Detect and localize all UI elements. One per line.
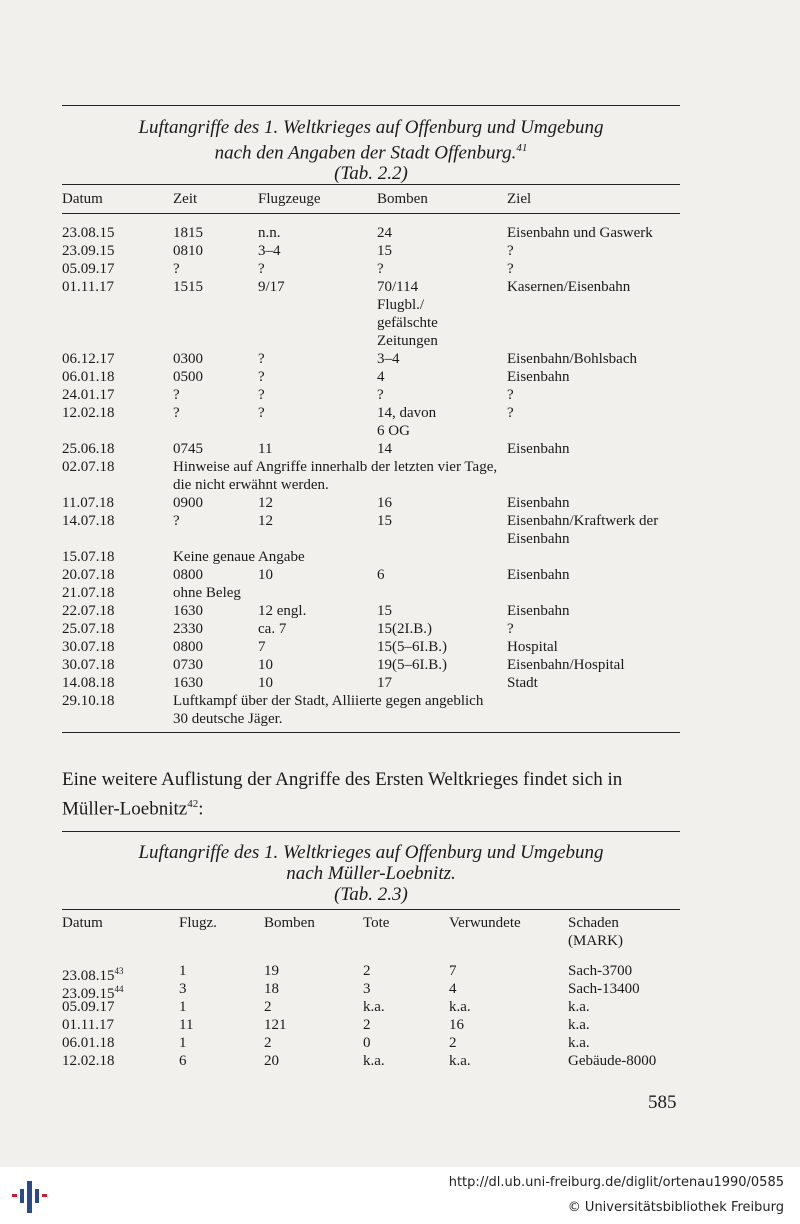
- table2-header-rule-top: [62, 909, 680, 910]
- table-cell: Hospital: [507, 639, 558, 655]
- table-cell: n.n.: [258, 225, 281, 241]
- footnote-ref: 42: [187, 798, 199, 810]
- table-cell-text: 3: [363, 981, 371, 997]
- table2-header-cell: Verwundete: [449, 915, 521, 931]
- table-cell: 1630: [173, 603, 203, 619]
- table-cell-text: 4: [449, 981, 457, 997]
- table-cell: ohne Beleg: [173, 585, 241, 601]
- table-cell: 0800: [173, 639, 203, 655]
- table-cell: 24: [377, 225, 392, 241]
- table-cell: Keine genaue Angabe: [173, 549, 305, 565]
- table-row: [62, 314, 680, 332]
- table-cell: 70/114: [377, 279, 419, 295]
- table-cell: 24.01.17: [62, 387, 115, 403]
- table-row: [62, 368, 680, 386]
- table2-header-unit: (MARK): [568, 933, 623, 949]
- table-cell: 06.12.17: [62, 351, 115, 367]
- table-cell: Stadt: [507, 675, 538, 691]
- table-cell: 17: [377, 675, 392, 691]
- table-cell: 12: [258, 495, 273, 511]
- table2-spacer: [62, 950, 680, 962]
- table-cell: [568, 1052, 656, 1070]
- table-cell-text: 7: [449, 963, 457, 979]
- table-cell: 12.02.18: [62, 405, 115, 421]
- table-cell: 12: [258, 513, 273, 529]
- table1-caption: [62, 117, 680, 184]
- table1-header-cell: Ziel: [507, 191, 532, 207]
- table-cell: ?: [377, 261, 384, 277]
- table1-header-cell: Zeit: [173, 191, 198, 207]
- table-cell: [449, 1052, 471, 1070]
- table-cell: ?: [507, 261, 514, 277]
- table-row: [62, 602, 680, 620]
- table-cell: 4: [377, 369, 385, 385]
- ub-freiburg-logo-icon: [10, 1175, 50, 1215]
- table-cell-text: Gebäude-8000: [568, 1053, 657, 1069]
- table-cell: 16: [377, 495, 392, 511]
- table-cell-text: Sach-13400: [568, 981, 640, 997]
- table-cell: 0810: [173, 243, 203, 259]
- table-cell: 15.07.18: [62, 549, 115, 565]
- table-cell: 14, davon: [377, 405, 437, 421]
- table-cell: [363, 1016, 371, 1034]
- table-cell: 25.06.18: [62, 441, 115, 457]
- table-row: [62, 224, 680, 242]
- table-cell: ca. 7: [258, 621, 287, 637]
- table-row: [62, 440, 680, 458]
- table-cell: [568, 980, 640, 998]
- table-cell: 0900: [173, 495, 203, 511]
- table-cell: [264, 1034, 272, 1052]
- table2-caption-line3: (Tab. 2.3): [334, 884, 408, 905]
- table-cell-text: Sach-3700: [568, 963, 633, 979]
- table-cell: 14.07.18: [62, 513, 115, 529]
- table-cell: [363, 962, 371, 980]
- table-cell: 12 engl.: [258, 603, 307, 619]
- table-row: [62, 998, 680, 1016]
- table-row: [62, 494, 680, 512]
- page-number: 585: [648, 1092, 677, 1113]
- table-cell: 29.10.18: [62, 693, 115, 709]
- table-cell-text: 2: [264, 999, 272, 1015]
- table-cell: [62, 1052, 115, 1070]
- table-cell: 23.08.15: [62, 225, 115, 241]
- table-row: [62, 1034, 680, 1052]
- table-row: [62, 512, 680, 530]
- table-cell: Eisenbahn: [507, 531, 570, 547]
- table1-caption-line1: Luftangriffe des 1. Weltkrieges auf Offenburg und Umgebung: [138, 117, 604, 138]
- table-row: [62, 692, 680, 710]
- table-cell-text: k.a.: [363, 999, 385, 1015]
- table-cell: 02.07.18: [62, 459, 115, 475]
- table-cell: [264, 962, 279, 980]
- table-cell: 11: [258, 441, 273, 457]
- table-cell: [62, 998, 115, 1016]
- table-row: [62, 620, 680, 638]
- table-row: [62, 296, 680, 314]
- table-cell: Luftkampf über der Stadt, Alliierte gegen angeblich: [173, 693, 484, 709]
- table2-header-cell: Datum: [62, 915, 103, 931]
- table-row: [62, 332, 680, 350]
- table-cell: Eisenbahn/Bohlsbach: [507, 351, 637, 367]
- table-cell: 20.07.18: [62, 567, 115, 583]
- table-cell: 0800: [173, 567, 203, 583]
- table-row: [62, 1016, 680, 1034]
- table-cell: 30.07.18: [62, 657, 115, 673]
- table2-header-row: [62, 912, 680, 950]
- table-cell: [179, 998, 187, 1016]
- table-cell: [179, 1034, 187, 1052]
- table-cell: [449, 998, 471, 1016]
- top-rule: [62, 105, 680, 106]
- table-cell: [568, 1034, 590, 1052]
- table-cell: Eisenbahn: [507, 495, 570, 511]
- copyright-notice: © Universitätsbibliothek Freiburg: [567, 1200, 784, 1215]
- table-cell: [179, 980, 187, 998]
- table2: [62, 912, 680, 1070]
- table-cell: 15: [377, 603, 392, 619]
- table-cell-text: 23.09.15: [62, 986, 115, 1002]
- table-cell: [62, 1034, 115, 1052]
- table-cell: ?: [507, 405, 514, 421]
- source-url[interactable]: http://dl.ub.uni-freiburg.de/diglit/ortenau1990/0585: [448, 1175, 784, 1190]
- table-cell: 1515: [173, 279, 203, 295]
- table-cell-text: 1: [179, 1035, 187, 1051]
- table-row: [62, 422, 680, 440]
- table-cell: [363, 1034, 371, 1052]
- table-cell: 0745: [173, 441, 203, 457]
- table-cell: [62, 1016, 114, 1034]
- table-cell: Eisenbahn: [507, 441, 570, 457]
- table-row: [62, 710, 680, 728]
- table1-header-row: [62, 188, 680, 210]
- table-cell: [363, 980, 371, 998]
- table1-header-rule: [62, 213, 680, 214]
- table-row: [62, 674, 680, 692]
- table1-header-rule-top: [62, 184, 680, 185]
- table-cell: [568, 998, 590, 1016]
- table-cell-text: 06.01.18: [62, 1035, 115, 1051]
- table-cell: 30 deutsche Jäger.: [173, 711, 283, 727]
- table-cell: Flugbl./: [377, 297, 425, 313]
- table-cell: ?: [507, 243, 514, 259]
- table-cell: [449, 980, 457, 998]
- table-cell: 2330: [173, 621, 203, 637]
- table-row: [62, 350, 680, 368]
- table-cell: ?: [258, 387, 265, 403]
- table-cell-text: k.a.: [568, 1035, 590, 1051]
- table-row: [62, 530, 680, 548]
- table-row: [62, 1052, 680, 1070]
- table-cell: Eisenbahn: [507, 603, 570, 619]
- table-cell: [264, 1016, 287, 1034]
- table-cell: 6: [377, 567, 385, 583]
- table1-header-cell: Flugzeuge: [258, 191, 321, 207]
- table-cell: 19(5–6I.B.): [377, 657, 447, 673]
- table-cell: 1630: [173, 675, 203, 691]
- table-cell: 21.07.18: [62, 585, 115, 601]
- table1-bottom-rule: [62, 732, 680, 733]
- table-cell: Kasernen/Eisenbahn: [507, 279, 631, 295]
- table-cell-text: 19: [264, 963, 279, 979]
- table-cell: 11.07.18: [62, 495, 114, 511]
- table-cell: [179, 1052, 187, 1070]
- table-cell-text: 18: [264, 981, 279, 997]
- table-cell-text: k.a.: [363, 1053, 385, 1069]
- table-cell-text: 0: [363, 1035, 371, 1051]
- table-cell: 10: [258, 675, 273, 691]
- table-cell-text: 12.02.18: [62, 1053, 115, 1069]
- table-cell-text: 16: [449, 1017, 464, 1033]
- table-cell: 10: [258, 567, 273, 583]
- table-cell: Eisenbahn/Kraftwerk der: [507, 513, 659, 529]
- table-cell: 9/17: [258, 279, 285, 295]
- table-cell-text: 11: [179, 1017, 194, 1033]
- table-cell-text: 01.11.17: [62, 1017, 114, 1033]
- table-row: [62, 656, 680, 674]
- table-cell-text: 6: [179, 1053, 187, 1069]
- table-row: [62, 980, 680, 1002]
- table-cell: 0300: [173, 351, 203, 367]
- table-cell: ?: [173, 405, 180, 421]
- table-cell: ?: [173, 261, 180, 277]
- table2-caption: [62, 842, 680, 905]
- table-cell: 25.07.18: [62, 621, 115, 637]
- table-cell: ?: [173, 387, 180, 403]
- table-cell: 15(2I.B.): [377, 621, 432, 637]
- table-row: [62, 584, 680, 602]
- paragraph-line2: Müller-Loebnitz$^{42}$:: [62, 798, 204, 820]
- table-cell: Eisenbahn und Gaswerk: [507, 225, 653, 241]
- table-cell-text: 1: [179, 999, 187, 1015]
- table-cell: [264, 1052, 279, 1070]
- table-cell: Zeitungen: [377, 333, 438, 349]
- footer-bar: [0, 1167, 800, 1224]
- table-cell-text: k.a.: [568, 999, 590, 1015]
- table-cell-text: k.a.: [449, 1053, 471, 1069]
- table-cell-text: 2: [363, 963, 371, 979]
- table-cell-text: 1: [179, 963, 187, 979]
- table-cell: 10: [258, 657, 273, 673]
- table-cell: ?: [258, 405, 265, 421]
- table-cell: ?: [258, 351, 265, 367]
- table-row: [62, 962, 680, 984]
- table-cell: Eisenbahn: [507, 369, 570, 385]
- table-cell-text: 2: [449, 1035, 457, 1051]
- table-cell: Eisenbahn/Hospital: [507, 657, 625, 673]
- table-cell: 14.08.18: [62, 675, 115, 691]
- footnote-ref: 44: [114, 984, 124, 994]
- table-cell: 0730: [173, 657, 203, 673]
- table-cell: ?: [258, 261, 265, 277]
- table-cell-text: 2: [363, 1017, 371, 1033]
- table-row: [62, 260, 680, 278]
- table-cell: 6 OG: [377, 423, 410, 439]
- table-cell: [264, 998, 272, 1016]
- table-cell: [363, 998, 385, 1016]
- table1-header-cell: Bomben: [377, 191, 428, 207]
- table2-header-cell: Bomben: [264, 915, 315, 931]
- table-cell-text: 121: [264, 1017, 287, 1033]
- table-cell: [449, 962, 457, 980]
- table-row: [62, 476, 680, 494]
- table-cell: 06.01.18: [62, 369, 115, 385]
- table-cell: ?: [258, 369, 265, 385]
- table-cell: Hinweise auf Angriffe innerhalb der letzten vier Tage,: [173, 459, 498, 475]
- table-cell: [363, 1052, 385, 1070]
- table1-header-cell: Datum: [62, 191, 103, 207]
- table-cell: 0500: [173, 369, 203, 385]
- table-cell: 05.09.17: [62, 261, 115, 277]
- table2-caption-line1: Luftangriffe des 1. Weltkrieges auf Offenburg und Umgebung: [138, 842, 604, 863]
- table1: [62, 188, 680, 728]
- table-cell-text: 2: [264, 1035, 272, 1051]
- table-cell: 3–4: [377, 351, 400, 367]
- table-cell: 15(5–6I.B.): [377, 639, 447, 655]
- table-row: [62, 278, 680, 296]
- table-cell: 7: [258, 639, 266, 655]
- table-cell-text: k.a.: [449, 999, 471, 1015]
- table-cell: [179, 1016, 193, 1034]
- table-row: [62, 404, 680, 422]
- table-cell: ?: [507, 387, 514, 403]
- table-cell: [264, 980, 279, 998]
- table-cell-text: 05.09.17: [62, 999, 115, 1015]
- table-cell: 23.09.15: [62, 243, 115, 259]
- table-cell: ?: [173, 513, 180, 529]
- table1-caption-line2: nach den Angaben der Stadt Offenburg.$^{41}$: [214, 142, 528, 164]
- table-row: [62, 458, 680, 476]
- table-cell: ?: [377, 387, 384, 403]
- table-cell: [449, 1016, 464, 1034]
- table-cell: die nicht erwähnt werden.: [173, 477, 329, 493]
- table-row: [62, 566, 680, 584]
- table-cell: Eisenbahn: [507, 567, 570, 583]
- table-row: [62, 386, 680, 404]
- table-row: [62, 242, 680, 260]
- table-cell: 3–4: [258, 243, 281, 259]
- table-row: [62, 638, 680, 656]
- table2-header-cell: Tote: [363, 915, 390, 931]
- body-paragraph: [62, 768, 692, 821]
- table-cell: 01.11.17: [62, 279, 114, 295]
- table-cell-text: 3: [179, 981, 187, 997]
- table-cell: 22.07.18: [62, 603, 115, 619]
- table-cell: [449, 1034, 457, 1052]
- table-cell: [179, 962, 187, 980]
- table-cell: ?: [507, 621, 514, 637]
- table-row: [62, 548, 680, 566]
- table-cell: [568, 962, 632, 980]
- table1-caption-line3: (Tab. 2.2): [334, 163, 408, 185]
- table-cell: 14: [377, 441, 392, 457]
- paragraph-line1: Eine weitere Auflistung der Angriffe des Ersten Weltkrieges findet sich in: [62, 769, 623, 790]
- table2-header-cell: Flugz.: [179, 915, 217, 931]
- table-cell: [568, 1016, 590, 1034]
- table2-header-cell: Schaden: [568, 915, 619, 931]
- table-cell: gefälschte: [377, 315, 438, 331]
- footnote-ref: 41: [516, 142, 528, 154]
- table-cell-text: 20: [264, 1053, 279, 1069]
- table2-caption-line2: nach Müller-Loebnitz.: [286, 863, 456, 884]
- table-cell: 1815: [173, 225, 203, 241]
- table-cell: 30.07.18: [62, 639, 115, 655]
- table2-top-rule: [62, 831, 680, 832]
- table-cell-text: k.a.: [568, 1017, 590, 1033]
- table-cell: 15: [377, 243, 392, 259]
- footnote-ref: 43: [114, 966, 124, 976]
- table-cell-text: 23.08.15: [62, 968, 115, 984]
- table-cell: 15: [377, 513, 392, 529]
